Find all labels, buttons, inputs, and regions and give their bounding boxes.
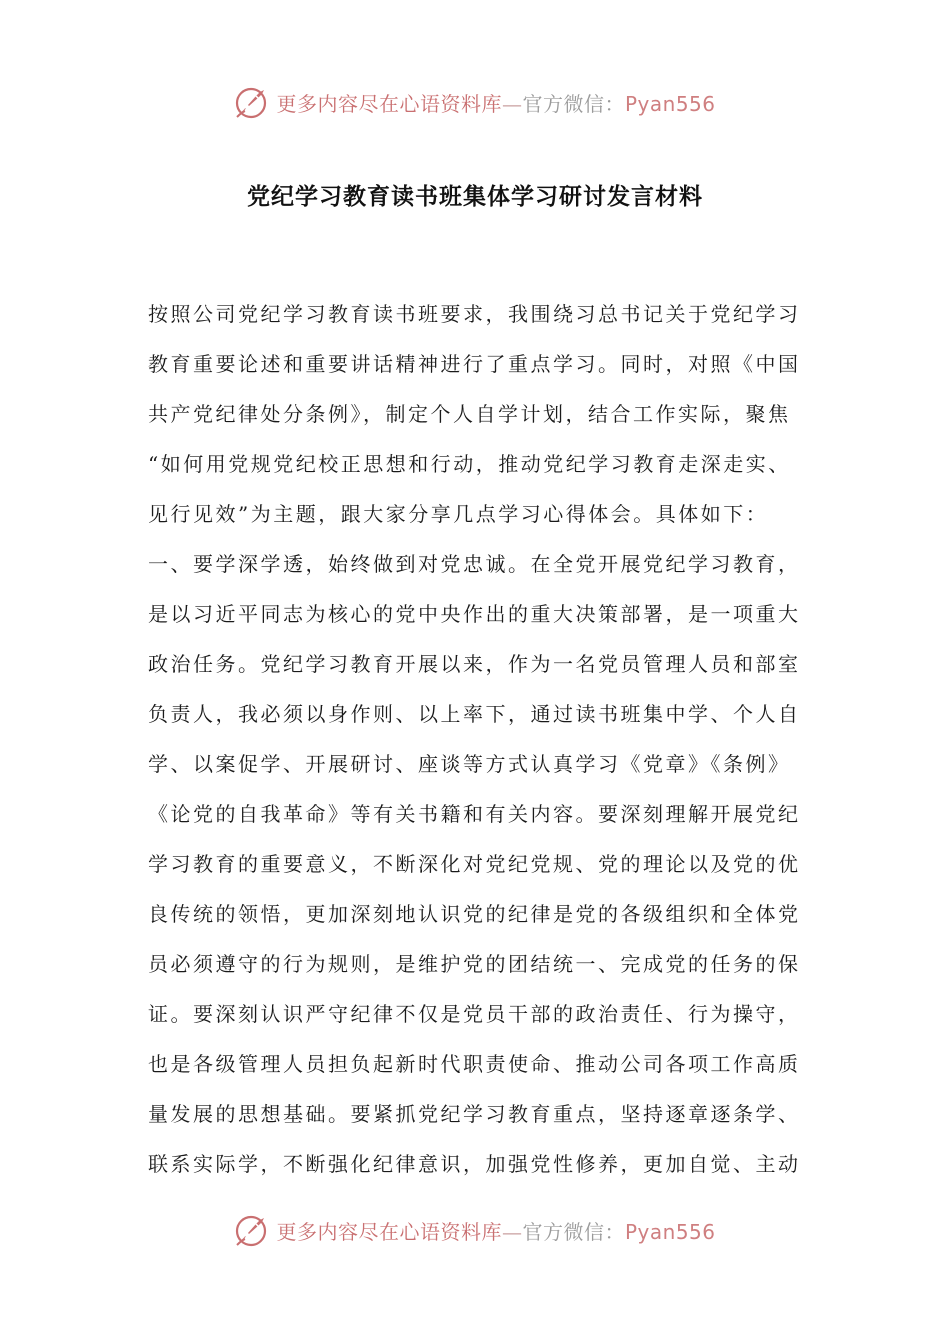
banner-wechat-id: Pyan556 xyxy=(624,1219,716,1244)
banner-dash: — xyxy=(501,91,523,116)
body-line: 政治任务。党纪学习教育开展以来，作为一名党员管理人员和部室 xyxy=(148,652,801,676)
body-line: 一、要学深学透，始终做到对党忠诚。在全党开展党纪学习教育， xyxy=(148,552,801,576)
body-line: 证。要深刻认识严守纪律不仅是党员干部的政治责任、行为操守， xyxy=(148,1002,801,1026)
body-line: 员必须遵守的行为规则，是维护党的团结统一、完成党的任务的保 xyxy=(148,952,801,976)
document-body xyxy=(148,294,808,1194)
body-line: 量发展的思想基础。要紧抓党纪学习教育重点，坚持逐章逐条学、 xyxy=(148,1102,801,1126)
banner-site-text: 更多内容尽在心语资料库 xyxy=(276,1219,502,1244)
banner-wechat-id: Pyan556 xyxy=(624,91,716,116)
banner-text xyxy=(276,88,715,117)
body-line: 见行见效”为主题，跟大家分享几点学习心得体会。具体如下： xyxy=(148,502,769,526)
body-line: “如何用党规党纪校正思想和行动，推动党纪学习教育走深走实、 xyxy=(148,452,791,476)
footer-banner xyxy=(0,1210,950,1250)
banner-wechat-label: 官方微信： xyxy=(522,1219,625,1244)
body-line: 良传统的领悟，更加深刻地认识党的纪律是党的各级组织和全体党 xyxy=(148,902,801,926)
body-line: 《论党的自我革命》等有关书籍和有关内容。要深刻理解开展党纪 xyxy=(148,802,801,826)
body-line: 按照公司党纪学习教育读书班要求，我围绕习总书记关于党纪学习 xyxy=(148,302,801,326)
banner-wechat-label: 官方微信： xyxy=(522,91,625,116)
body-line: 学习教育的重要意义，不断深化对党纪党规、党的理论以及党的优 xyxy=(148,852,801,876)
pen-nib-logo-icon xyxy=(234,84,270,120)
header-banner xyxy=(0,82,950,122)
document-title: 党纪学习教育读书班集体学习研讨发言材料 xyxy=(247,184,703,210)
banner-text xyxy=(276,1216,715,1245)
body-line: 联系实际学，不断强化纪律意识，加强党性修养，更加自觉、主动 xyxy=(148,1152,801,1176)
banner-dash: — xyxy=(501,1219,523,1244)
body-line: 是以习近平同志为核心的党中央作出的重大决策部署，是一项重大 xyxy=(148,602,801,626)
body-line: 教育重要论述和重要讲话精神进行了重点学习。同时，对照《中国 xyxy=(148,352,801,376)
body-line: 学、以案促学、开展研讨、座谈等方式认真学习《党章》《条例》 xyxy=(148,752,791,776)
pen-nib-logo-icon xyxy=(234,1212,270,1248)
body-line: 共产党纪律处分条例》，制定个人自学计划，结合工作实际，聚焦 xyxy=(148,402,791,426)
body-line: 也是各级管理人员担负起新时代职责使命、推动公司各项工作高质 xyxy=(148,1052,801,1076)
banner-site-text: 更多内容尽在心语资料库 xyxy=(276,91,502,116)
body-line: 负责人，我必须以身作则、以上率下，通过读书班集中学、个人自 xyxy=(148,702,801,726)
